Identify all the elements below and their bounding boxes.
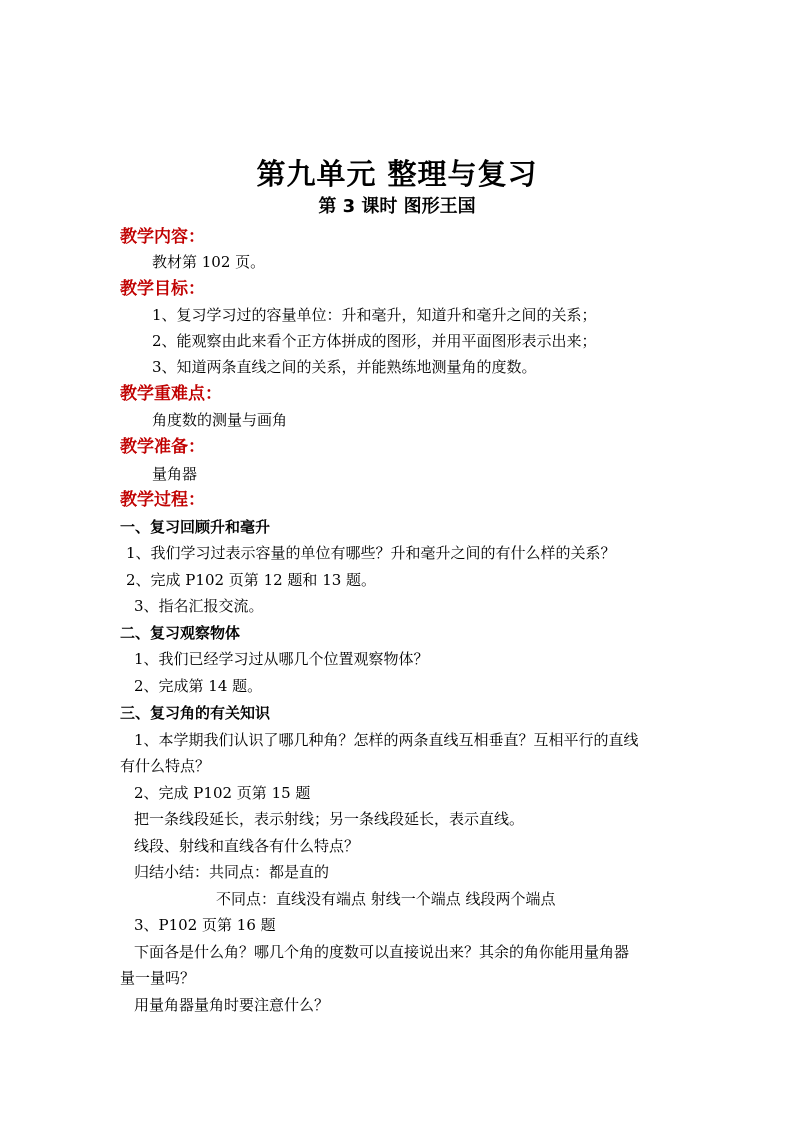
prep-text: 量角器 [152, 465, 198, 483]
section-text: 下面各是什么角？哪几个角的度数可以直接说出来？其余的角你能用量角器 [134, 943, 630, 961]
section-text: 把一条线段延长，表示射线；另一条线段延长，表示直线。 [134, 810, 525, 828]
section-item: 2、完成第 14 题。 [134, 677, 263, 695]
section-item: 2、完成 P102 页第 15 题 [134, 784, 311, 802]
section-item-continued: 有什么特点？ [120, 757, 211, 775]
goal-item: 2、能观察由此来看个正方体拼成的图形，并用平面图形表示出来； [152, 332, 597, 350]
key-text: 角度数的测量与画角 [152, 411, 288, 429]
section-item: 1、我们学习过表示容量的单位有哪些？升和毫升之间的有什么样的关系？ [126, 544, 616, 562]
content-text: 教材第 102 页。 [152, 253, 266, 271]
page-title: 第九单元 整理与复习 [256, 157, 538, 191]
summary-common: 归结小结：共同点：都是直的 [134, 863, 330, 881]
section-heading: 二、复习观察物体 [120, 624, 241, 642]
section-item: 1、本学期我们认识了哪几种角？怎样的两条直线互相垂直？互相平行的直线 [134, 731, 639, 749]
page-subtitle: 第 3 课时 图形王国 [318, 196, 476, 217]
section-heading: 三、复习角的有关知识 [120, 704, 271, 722]
prep-heading: 教学准备： [120, 437, 205, 457]
goals-heading: 教学目标： [120, 279, 205, 299]
section-text: 线段、射线和直线各有什么特点？ [134, 837, 360, 855]
key-heading: 教学重难点： [120, 384, 222, 404]
section-text: 用量角器量角时要注意什么？ [134, 996, 330, 1014]
section-item: 2、完成 P102 页第 12 题和 13 题。 [126, 571, 377, 589]
section-heading: 一、复习回顾升和毫升 [120, 518, 271, 536]
section-item: 3、指名汇报交流。 [134, 597, 264, 615]
section-item: 1、我们已经学习过从哪几个位置观察物体？ [134, 650, 429, 668]
section-text-continued: 量一量吗？ [120, 969, 196, 987]
content-heading: 教学内容： [120, 227, 205, 247]
goal-item: 1、复习学习过的容量单位：升和毫升，知道升和毫升之间的关系； [152, 306, 597, 324]
goal-item: 3、知道两条直线之间的关系，并能熟练地测量角的度数。 [152, 358, 537, 376]
section-item: 3、P102 页第 16 题 [134, 916, 276, 934]
summary-difference: 不同点：直线没有端点 射线一个端点 线段两个端点 [216, 890, 556, 908]
process-heading: 教学过程： [120, 490, 205, 510]
